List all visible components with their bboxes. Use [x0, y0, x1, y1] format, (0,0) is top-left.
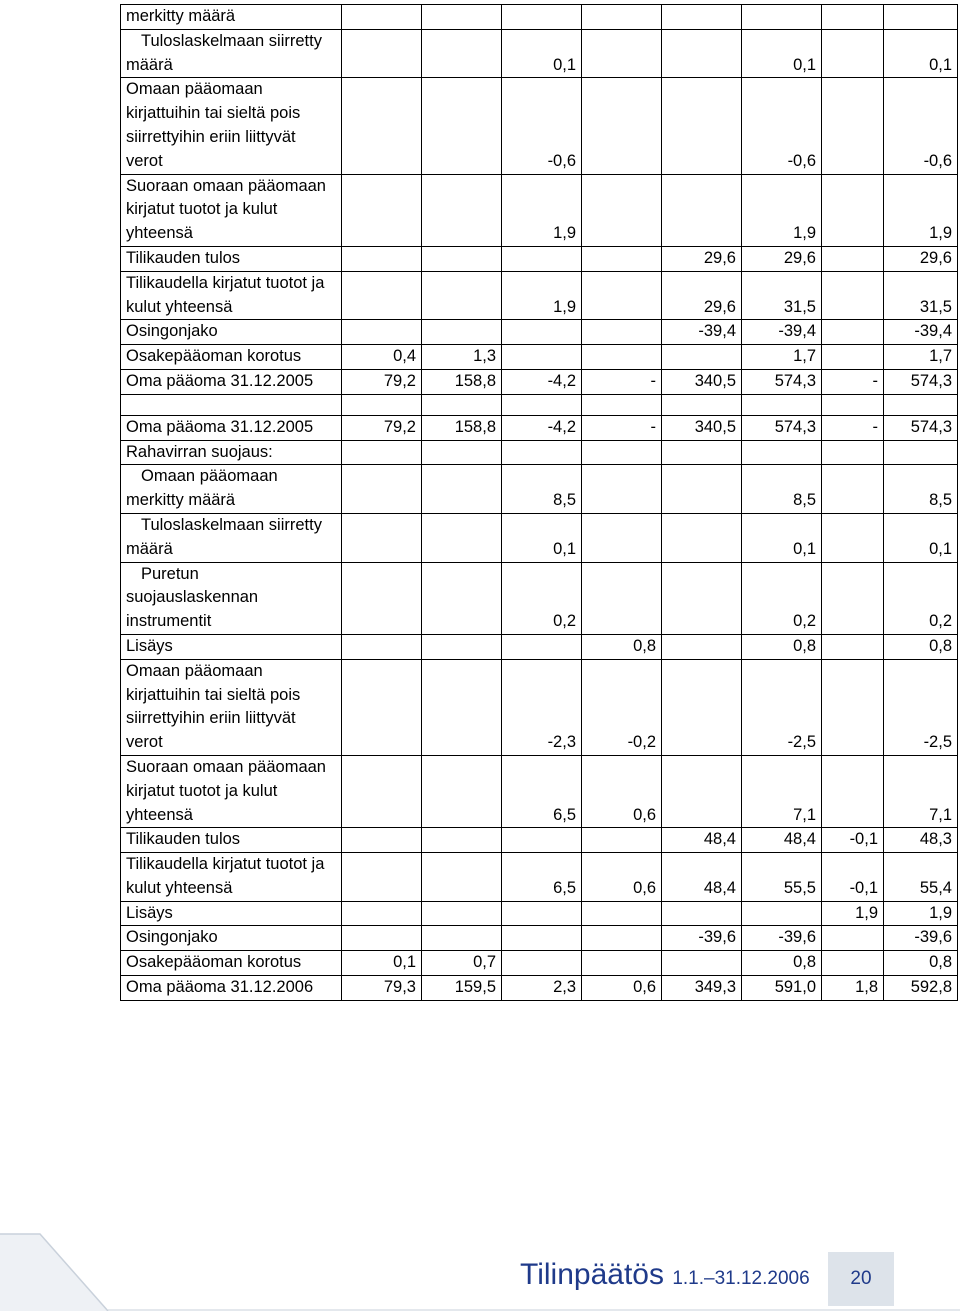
- value-cell: [422, 562, 502, 634]
- row-label-line: Tuloslaskelmaan siirretty: [141, 515, 322, 534]
- value-cell: [662, 755, 742, 827]
- value-cell: -: [822, 415, 884, 440]
- value-cell: [502, 246, 582, 271]
- value-cell: 340,5: [662, 369, 742, 394]
- value-cell: 340,5: [662, 415, 742, 440]
- value-cell: -39,6: [884, 926, 958, 951]
- value-cell: [822, 634, 884, 659]
- value-cell: [662, 5, 742, 30]
- value-cell: [422, 901, 502, 926]
- value-cell: [342, 828, 422, 853]
- value-cell: [582, 926, 662, 951]
- footer-decoration: [0, 1230, 960, 1311]
- row-label-line: määrä: [126, 55, 173, 74]
- value-cell: [422, 465, 502, 514]
- value-cell: [662, 513, 742, 562]
- row-label-line: merkitty määrä: [126, 491, 236, 510]
- row-label: [121, 369, 342, 394]
- value-cell: 29,6: [884, 246, 958, 271]
- value-cell: 8,5: [742, 465, 822, 514]
- row-label-line: Osakepääoman korotus: [126, 347, 302, 366]
- value-cell: [502, 320, 582, 345]
- value-cell: 1,9: [822, 901, 884, 926]
- table-row: [121, 926, 958, 951]
- value-cell: 349,3: [662, 976, 742, 1001]
- value-cell: [582, 951, 662, 976]
- value-cell: 55,4: [884, 853, 958, 902]
- row-label-line: Suoraan omaan pääomaan: [126, 757, 326, 776]
- row-label: [121, 345, 342, 370]
- footer-title: [520, 1258, 810, 1292]
- value-cell: 48,4: [662, 853, 742, 902]
- value-cell: [822, 78, 884, 174]
- table-row: [121, 415, 958, 440]
- value-cell: [342, 926, 422, 951]
- value-cell: 0,6: [582, 976, 662, 1001]
- value-cell: [502, 5, 582, 30]
- value-cell: [582, 174, 662, 246]
- row-label-line: Tilikaudella kirjatut tuotot ja: [126, 855, 325, 874]
- row-label-line: siirrettyihin eriin liittyvät: [126, 127, 296, 146]
- value-cell: [822, 174, 884, 246]
- value-cell: 0,1: [502, 29, 582, 78]
- row-label: [121, 440, 342, 465]
- table-row: [121, 828, 958, 853]
- row-label-line: kulut yhteensä: [126, 297, 233, 316]
- value-cell: 0,1: [742, 513, 822, 562]
- table-cell: [822, 394, 884, 415]
- value-cell: [582, 271, 662, 320]
- value-cell: [822, 345, 884, 370]
- value-cell: 1,9: [502, 271, 582, 320]
- value-cell: [582, 320, 662, 345]
- value-cell: [502, 345, 582, 370]
- table-row: [121, 659, 958, 755]
- value-cell: [582, 78, 662, 174]
- value-cell: [662, 659, 742, 755]
- value-cell: 79,3: [342, 976, 422, 1001]
- value-cell: [422, 755, 502, 827]
- row-label-line: Oma pääoma 31.12.2005: [126, 417, 314, 436]
- row-label: [121, 755, 342, 827]
- value-cell: [342, 465, 422, 514]
- value-cell: [422, 440, 502, 465]
- row-label-line: verot: [126, 733, 163, 752]
- value-cell: [742, 440, 822, 465]
- value-cell: 1,9: [502, 174, 582, 246]
- value-cell: [582, 29, 662, 78]
- value-cell: [822, 951, 884, 976]
- value-cell: [422, 320, 502, 345]
- value-cell: [822, 440, 884, 465]
- value-cell: [342, 562, 422, 634]
- row-label: [121, 926, 342, 951]
- value-cell: [662, 440, 742, 465]
- value-cell: 0,1: [884, 513, 958, 562]
- value-cell: 574,3: [884, 369, 958, 394]
- row-label-line: Tilikauden tulos: [126, 248, 241, 267]
- value-cell: [342, 513, 422, 562]
- value-cell: 0,1: [742, 29, 822, 78]
- value-cell: [422, 174, 502, 246]
- value-cell: [342, 755, 422, 827]
- row-label: [121, 29, 342, 78]
- value-cell: 0,6: [582, 853, 662, 902]
- table-row: [121, 976, 958, 1001]
- value-cell: [342, 29, 422, 78]
- table-row: [121, 369, 958, 394]
- row-label-line: merkitty määrä: [126, 7, 236, 25]
- row-label-line: kirjatut tuotot ja kulut: [126, 200, 278, 219]
- value-cell: 574,3: [742, 369, 822, 394]
- row-label-line: määrä: [126, 539, 173, 558]
- row-label-line: instrumentit: [126, 612, 212, 631]
- row-label-line: suojauslaskennan: [126, 588, 259, 607]
- value-cell: 48,3: [884, 828, 958, 853]
- table-cell: [502, 394, 582, 415]
- value-cell: -39,4: [884, 320, 958, 345]
- value-cell: 0,8: [742, 634, 822, 659]
- table-row: [121, 634, 958, 659]
- value-cell: 592,8: [884, 976, 958, 1001]
- value-cell: [884, 5, 958, 30]
- value-cell: [422, 78, 502, 174]
- value-cell: [342, 440, 422, 465]
- value-cell: 159,5: [422, 976, 502, 1001]
- value-cell: -39,4: [742, 320, 822, 345]
- value-cell: 0,4: [342, 345, 422, 370]
- table-row: [121, 320, 958, 345]
- value-cell: 1,9: [742, 174, 822, 246]
- row-label-line: Omaan pääomaan: [141, 467, 278, 486]
- value-cell: [422, 5, 502, 30]
- table-row: [121, 562, 958, 634]
- table-row: [121, 271, 958, 320]
- value-cell: [582, 901, 662, 926]
- value-cell: [342, 174, 422, 246]
- value-cell: 0,8: [582, 634, 662, 659]
- table-body: [121, 5, 958, 1001]
- value-cell: [342, 271, 422, 320]
- value-cell: [582, 562, 662, 634]
- value-cell: [822, 926, 884, 951]
- row-label-line: Tilikaudella kirjatut tuotot ja: [126, 273, 325, 292]
- page-number: 20: [828, 1252, 894, 1306]
- value-cell: 574,3: [884, 415, 958, 440]
- value-cell: [422, 853, 502, 902]
- row-label: [121, 246, 342, 271]
- table-row: [121, 755, 958, 827]
- table-cell: [662, 394, 742, 415]
- row-label-line: siirrettyihin eriin liittyvät: [126, 709, 296, 728]
- row-label: [121, 174, 342, 246]
- value-cell: [582, 828, 662, 853]
- row-label: [121, 5, 342, 30]
- table-row: [121, 5, 958, 30]
- value-cell: 0,1: [884, 29, 958, 78]
- value-cell: [662, 174, 742, 246]
- row-label-line: yhteensä: [126, 224, 193, 243]
- value-cell: [662, 634, 742, 659]
- row-label: [121, 828, 342, 853]
- value-cell: [822, 562, 884, 634]
- row-label: [121, 634, 342, 659]
- value-cell: 0,8: [742, 951, 822, 976]
- value-cell: 158,8: [422, 369, 502, 394]
- footer-period: 1.1.–31.12.2006: [672, 1268, 810, 1289]
- table-row: [121, 440, 958, 465]
- value-cell: [822, 5, 884, 30]
- value-cell: [502, 828, 582, 853]
- row-label-line: Tuloslaskelmaan siirretty: [141, 31, 322, 50]
- row-label: [121, 78, 342, 174]
- row-label: [121, 976, 342, 1001]
- value-cell: [502, 440, 582, 465]
- value-cell: 7,1: [742, 755, 822, 827]
- table-row: [121, 29, 958, 78]
- footer-swoosh-light: [0, 1234, 108, 1311]
- value-cell: 1,3: [422, 345, 502, 370]
- row-label: [121, 951, 342, 976]
- value-cell: 574,3: [742, 415, 822, 440]
- value-cell: -0,1: [822, 853, 884, 902]
- equity-statement-table: [120, 4, 958, 1001]
- value-cell: 158,8: [422, 415, 502, 440]
- value-cell: [662, 901, 742, 926]
- value-cell: 31,5: [884, 271, 958, 320]
- value-cell: [662, 29, 742, 78]
- value-cell: [422, 271, 502, 320]
- value-cell: 8,5: [502, 465, 582, 514]
- row-label-line: kirjattuihin tai sieltä pois: [126, 685, 301, 704]
- value-cell: [342, 5, 422, 30]
- value-cell: -: [582, 415, 662, 440]
- row-label-line: Oma pääoma 31.12.2005: [126, 371, 314, 390]
- row-label-line: Osingonjako: [126, 322, 218, 341]
- value-cell: 1,8: [822, 976, 884, 1001]
- value-cell: 0,2: [502, 562, 582, 634]
- value-cell: [342, 853, 422, 902]
- value-cell: -0,6: [742, 78, 822, 174]
- value-cell: [582, 513, 662, 562]
- row-label-line: yhteensä: [126, 805, 193, 824]
- row-label-line: Rahavirran suojaus:: [126, 442, 273, 461]
- footer-title-main: Tilinpäätös: [520, 1258, 664, 1291]
- value-cell: [422, 634, 502, 659]
- table-spacer-row: [121, 394, 958, 415]
- value-cell: 31,5: [742, 271, 822, 320]
- value-cell: [822, 465, 884, 514]
- value-cell: [342, 78, 422, 174]
- table-cell: [422, 394, 502, 415]
- value-cell: -2,5: [742, 659, 822, 755]
- value-cell: 0,1: [342, 951, 422, 976]
- table-cell: [121, 394, 342, 415]
- row-label-line: Puretun: [141, 564, 199, 583]
- value-cell: [342, 246, 422, 271]
- value-cell: 29,6: [742, 246, 822, 271]
- value-cell: -0,1: [822, 828, 884, 853]
- value-cell: [662, 345, 742, 370]
- value-cell: [422, 513, 502, 562]
- value-cell: [582, 440, 662, 465]
- value-cell: 6,5: [502, 853, 582, 902]
- table-row: [121, 174, 958, 246]
- value-cell: 29,6: [662, 271, 742, 320]
- value-cell: [822, 29, 884, 78]
- table-row: [121, 78, 958, 174]
- value-cell: [422, 659, 502, 755]
- value-cell: -39,6: [742, 926, 822, 951]
- value-cell: -2,5: [884, 659, 958, 755]
- table-row: [121, 513, 958, 562]
- value-cell: 0,6: [582, 755, 662, 827]
- value-cell: -4,2: [502, 369, 582, 394]
- value-cell: -0,6: [884, 78, 958, 174]
- value-cell: 1,7: [742, 345, 822, 370]
- value-cell: [742, 5, 822, 30]
- value-cell: [422, 29, 502, 78]
- value-cell: [582, 246, 662, 271]
- value-cell: [662, 951, 742, 976]
- table-row: [121, 901, 958, 926]
- value-cell: [582, 345, 662, 370]
- value-cell: [822, 755, 884, 827]
- value-cell: [662, 78, 742, 174]
- value-cell: 0,2: [884, 562, 958, 634]
- value-cell: 29,6: [662, 246, 742, 271]
- value-cell: [822, 271, 884, 320]
- value-cell: 48,4: [742, 828, 822, 853]
- value-cell: [662, 562, 742, 634]
- table-cell: [884, 394, 958, 415]
- row-label: [121, 659, 342, 755]
- value-cell: [502, 951, 582, 976]
- row-label: [121, 320, 342, 345]
- row-label: [121, 562, 342, 634]
- value-cell: 55,5: [742, 853, 822, 902]
- row-label: [121, 853, 342, 902]
- value-cell: [822, 246, 884, 271]
- row-label-line: Tilikauden tulos: [126, 830, 241, 849]
- table-cell: [742, 394, 822, 415]
- value-cell: 8,5: [884, 465, 958, 514]
- value-cell: -2,3: [502, 659, 582, 755]
- value-cell: [822, 659, 884, 755]
- row-label-line: kirjatut tuotot ja kulut: [126, 781, 278, 800]
- row-label-line: kirjattuihin tai sieltä pois: [126, 104, 301, 123]
- value-cell: [422, 246, 502, 271]
- value-cell: [822, 320, 884, 345]
- value-cell: [502, 926, 582, 951]
- value-cell: 48,4: [662, 828, 742, 853]
- value-cell: -4,2: [502, 415, 582, 440]
- value-cell: [342, 320, 422, 345]
- value-cell: [422, 828, 502, 853]
- value-cell: -0,2: [582, 659, 662, 755]
- table-cell: [582, 394, 662, 415]
- table-row: [121, 951, 958, 976]
- value-cell: [342, 901, 422, 926]
- table-row: [121, 246, 958, 271]
- row-label-line: Omaan pääomaan: [126, 661, 263, 680]
- value-cell: [884, 440, 958, 465]
- value-cell: -39,4: [662, 320, 742, 345]
- row-label: [121, 513, 342, 562]
- value-cell: [502, 901, 582, 926]
- value-cell: 0,2: [742, 562, 822, 634]
- value-cell: 0,7: [422, 951, 502, 976]
- value-cell: [662, 465, 742, 514]
- table-row: [121, 465, 958, 514]
- page-footer: [0, 1230, 960, 1311]
- value-cell: 591,0: [742, 976, 822, 1001]
- value-cell: [502, 634, 582, 659]
- value-cell: [822, 513, 884, 562]
- value-cell: 79,2: [342, 369, 422, 394]
- row-label-line: Suoraan omaan pääomaan: [126, 176, 326, 195]
- row-label: [121, 901, 342, 926]
- value-cell: 1,9: [884, 174, 958, 246]
- row-label: [121, 415, 342, 440]
- value-cell: 7,1: [884, 755, 958, 827]
- value-cell: [582, 5, 662, 30]
- value-cell: -: [582, 369, 662, 394]
- value-cell: [742, 901, 822, 926]
- value-cell: 0,1: [502, 513, 582, 562]
- table-row: [121, 345, 958, 370]
- value-cell: [582, 465, 662, 514]
- value-cell: [342, 659, 422, 755]
- value-cell: 2,3: [502, 976, 582, 1001]
- row-label-line: kulut yhteensä: [126, 878, 233, 897]
- value-cell: -0,6: [502, 78, 582, 174]
- value-cell: [422, 926, 502, 951]
- value-cell: 0,8: [884, 634, 958, 659]
- row-label-line: Omaan pääomaan: [126, 80, 263, 99]
- row-label-line: Lisäys: [126, 903, 173, 922]
- row-label-line: Osingonjako: [126, 928, 218, 947]
- value-cell: 1,9: [884, 901, 958, 926]
- table-cell: [342, 394, 422, 415]
- value-cell: 0,8: [884, 951, 958, 976]
- value-cell: 6,5: [502, 755, 582, 827]
- row-label: [121, 465, 342, 514]
- value-cell: -39,6: [662, 926, 742, 951]
- row-label-line: Lisäys: [126, 636, 173, 655]
- value-cell: 1,7: [884, 345, 958, 370]
- row-label: [121, 271, 342, 320]
- row-label-line: Oma pääoma 31.12.2006: [126, 978, 314, 997]
- value-cell: 79,2: [342, 415, 422, 440]
- value-cell: [342, 634, 422, 659]
- row-label-line: verot: [126, 151, 163, 170]
- table-row: [121, 853, 958, 902]
- row-label-line: Osakepääoman korotus: [126, 953, 302, 972]
- value-cell: -: [822, 369, 884, 394]
